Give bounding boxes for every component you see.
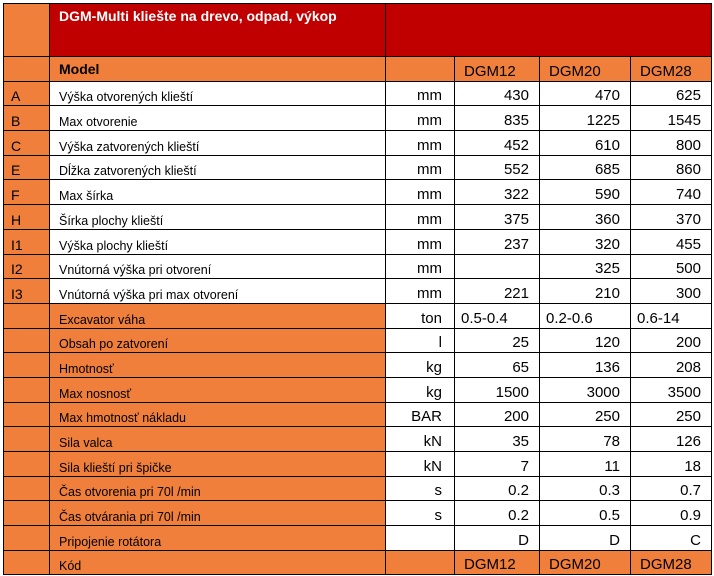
row-value: 237 [455, 229, 540, 254]
row-value: 0.2 [455, 476, 540, 501]
row-label: Vnútorná výška pri otvorení [50, 254, 386, 279]
row-label: Sila valca [50, 427, 386, 452]
row-value: 0.6-14 [631, 303, 712, 328]
row-value: 1500 [455, 377, 540, 402]
table-row [4, 377, 712, 402]
row-letter [4, 377, 50, 402]
header-model-label: Model [50, 57, 386, 82]
table-row [4, 205, 712, 230]
row-label: Excavator váha [50, 303, 386, 328]
row-value: 126 [631, 427, 712, 452]
row-value: 0.2 [455, 501, 540, 526]
footer-unit [386, 550, 455, 575]
title-fill [386, 4, 712, 57]
row-letter: E [4, 155, 50, 180]
row-value: 1225 [540, 106, 631, 131]
row-value: D [540, 526, 631, 551]
row-unit: s [386, 476, 455, 501]
row-value: 470 [540, 81, 631, 106]
row-value: 7 [455, 452, 540, 477]
row-value: D [455, 526, 540, 551]
row-value: C [631, 526, 712, 551]
row-unit: mm [386, 279, 455, 304]
row-value: 221 [455, 279, 540, 304]
row-value: 200 [631, 328, 712, 353]
row-value: 0.5 [540, 501, 631, 526]
table-row [4, 81, 712, 106]
row-unit: kN [386, 452, 455, 477]
row-value: 610 [540, 131, 631, 156]
row-value: 685 [540, 155, 631, 180]
row-letter: H [4, 205, 50, 230]
row-value: 120 [540, 328, 631, 353]
row-unit: mm [386, 229, 455, 254]
row-value: 860 [631, 155, 712, 180]
row-unit: kg [386, 353, 455, 378]
row-value: 0.9 [631, 501, 712, 526]
row-letter: I3 [4, 279, 50, 304]
header-model-dgm20: DGM20 [540, 57, 631, 82]
row-letter [4, 402, 50, 427]
row-unit: kg [386, 377, 455, 402]
footer-code: DGM28 [631, 550, 712, 575]
row-letter: A [4, 81, 50, 106]
table-row [4, 131, 712, 156]
row-letter [4, 501, 50, 526]
row-unit: s [386, 501, 455, 526]
row-value: 35 [455, 427, 540, 452]
header-unit [386, 57, 455, 82]
row-value: 740 [631, 180, 712, 205]
header-model-dgm12: DGM12 [455, 57, 540, 82]
header-row [4, 57, 712, 82]
row-value: 200 [455, 402, 540, 427]
row-label: Čas otvorenia pri 70l /min [50, 476, 386, 501]
row-value: 18 [631, 452, 712, 477]
row-unit: l [386, 328, 455, 353]
row-label: Hmotnosť [50, 353, 386, 378]
row-letter: C [4, 131, 50, 156]
row-value: 590 [540, 180, 631, 205]
row-label: Výška zatvorených klieští [50, 131, 386, 156]
row-label: Dĺžka zatvorených klieští [50, 155, 386, 180]
table-row [4, 254, 712, 279]
row-label: Šírka plochy klieští [50, 205, 386, 230]
row-unit: ton [386, 303, 455, 328]
row-letter: I1 [4, 229, 50, 254]
row-value: 208 [631, 353, 712, 378]
row-label: Max otvorenie [50, 106, 386, 131]
row-value: 375 [455, 205, 540, 230]
row-value: 0.7 [631, 476, 712, 501]
header-letter [4, 57, 50, 82]
row-letter [4, 476, 50, 501]
row-letter: B [4, 106, 50, 131]
row-letter [4, 353, 50, 378]
row-label: Max nosnosť [50, 377, 386, 402]
row-letter: F [4, 180, 50, 205]
row-value: 322 [455, 180, 540, 205]
row-value: 360 [540, 205, 631, 230]
row-value: 25 [455, 328, 540, 353]
table-row [4, 279, 712, 304]
row-label: Výška otvorených klieští [50, 81, 386, 106]
table-row [4, 353, 712, 378]
row-letter [4, 427, 50, 452]
row-value: 455 [631, 229, 712, 254]
row-value: 625 [631, 81, 712, 106]
row-value: 552 [455, 155, 540, 180]
row-unit: mm [386, 205, 455, 230]
row-value: 300 [631, 279, 712, 304]
row-value: 1545 [631, 106, 712, 131]
table-row [4, 229, 712, 254]
footer-label: Kód [50, 550, 386, 575]
row-value: 11 [540, 452, 631, 477]
row-value: 210 [540, 279, 631, 304]
footer-code: DGM12 [455, 550, 540, 575]
footer-row [4, 550, 712, 575]
row-letter: I2 [4, 254, 50, 279]
row-value: 250 [540, 402, 631, 427]
row-value: 430 [455, 81, 540, 106]
table-row [4, 303, 712, 328]
row-label: Obsah po zatvorení [50, 328, 386, 353]
table-row [4, 427, 712, 452]
table-row [4, 452, 712, 477]
row-unit: BAR [386, 402, 455, 427]
row-value: 65 [455, 353, 540, 378]
row-unit: kN [386, 427, 455, 452]
row-value: 325 [540, 254, 631, 279]
row-letter [4, 526, 50, 551]
row-value: 452 [455, 131, 540, 156]
row-label: Vnútorná výška pri max otvorení [50, 279, 386, 304]
row-letter [4, 303, 50, 328]
row-value: 250 [631, 402, 712, 427]
spec-table [3, 3, 712, 575]
row-value: 136 [540, 353, 631, 378]
footer-letter [4, 550, 50, 575]
row-value: 0.3 [540, 476, 631, 501]
row-unit: mm [386, 180, 455, 205]
row-unit: mm [386, 106, 455, 131]
row-value: 800 [631, 131, 712, 156]
footer-code: DGM20 [540, 550, 631, 575]
table-row [4, 155, 712, 180]
row-value: 835 [455, 106, 540, 131]
row-value: 0.5-0.4 [455, 303, 540, 328]
table-row [4, 328, 712, 353]
row-unit [386, 526, 455, 551]
row-value: 500 [631, 254, 712, 279]
header-model-dgm28: DGM28 [631, 57, 712, 82]
row-value: 3000 [540, 377, 631, 402]
row-label: Sila klieští pri špičke [50, 452, 386, 477]
row-value: 320 [540, 229, 631, 254]
table-row [4, 526, 712, 551]
row-letter [4, 452, 50, 477]
table-row [4, 402, 712, 427]
row-label: Výška plochy klieští [50, 229, 386, 254]
row-value [455, 254, 540, 279]
table-row [4, 501, 712, 526]
title-row [4, 4, 712, 57]
row-value: 78 [540, 427, 631, 452]
row-label: Pripojenie rotátora [50, 526, 386, 551]
row-unit: mm [386, 254, 455, 279]
table-row [4, 476, 712, 501]
row-value: 0.2-0.6 [540, 303, 631, 328]
row-unit: mm [386, 81, 455, 106]
row-letter [4, 328, 50, 353]
row-unit: mm [386, 155, 455, 180]
table-title: DGM-Multi kliešte na drevo, odpad, výkop [50, 4, 386, 57]
row-value: 3500 [631, 377, 712, 402]
table-row [4, 180, 712, 205]
row-label: Čas otvárania pri 70l /min [50, 501, 386, 526]
table-row [4, 106, 712, 131]
corner-cell [4, 4, 50, 57]
row-value: 370 [631, 205, 712, 230]
row-label: Max šírka [50, 180, 386, 205]
row-label: Max hmotnosť nákladu [50, 402, 386, 427]
row-unit: mm [386, 131, 455, 156]
